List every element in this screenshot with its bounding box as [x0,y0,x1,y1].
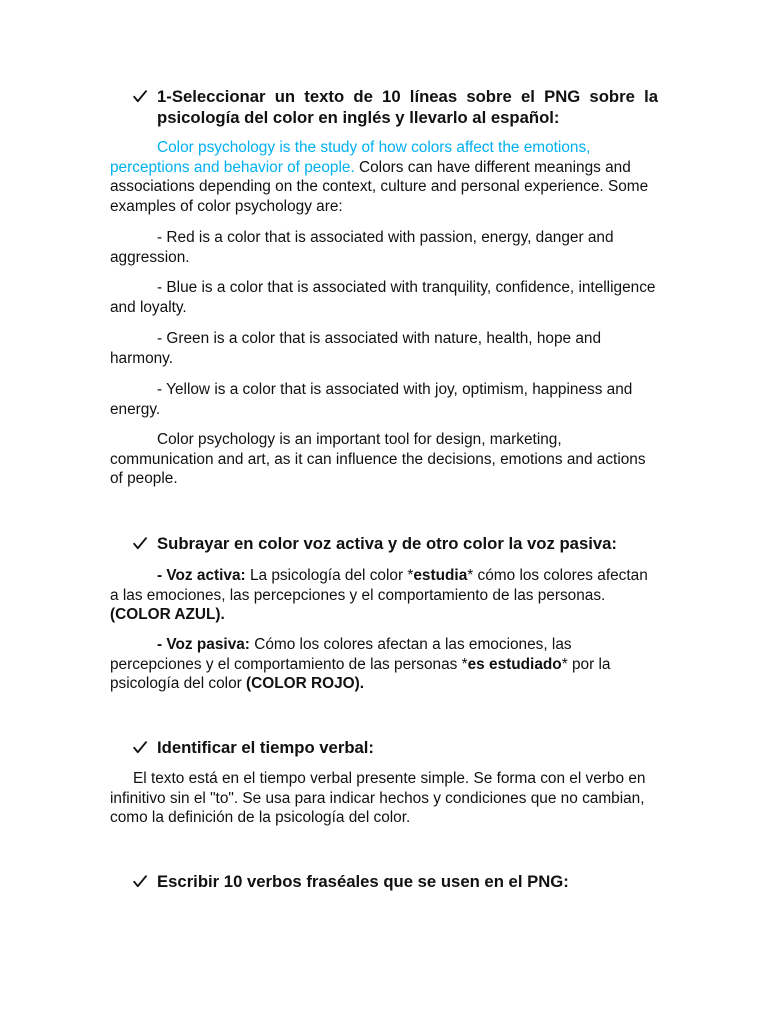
example-blue: - Blue is a color that is associated with tranquility, confidence, intelligence and loyalty. [110,279,656,316]
voice-label: - Voz activa: [157,567,246,584]
verb-highlight: estudia [413,567,468,584]
task-heading [157,871,658,892]
check-icon [133,741,147,754]
intro-text: Colors can have different meanings and associations depending on the context, culture and personal experience. Some examples of color psychology are: [110,158,649,215]
task-heading-text: Identificar el tiempo verbal: [157,738,374,757]
task-heading-text: Subrayar en color voz activa y de otro color la voz pasiva: [157,534,617,553]
sentence-text: * por la psicología del color [110,655,611,693]
task-heading [157,86,658,128]
color-note: (COLOR AZUL). [110,606,225,624]
task-heading-text: Escribir 10 verbos fraséales que se usen en el PNG: [157,872,569,891]
check-icon [133,537,147,550]
verb-highlight: es estudiado [467,655,562,673]
conclusion-paragraph: Color psychology is an important tool for design, marketing, communication and art, as it can influence the decisions, emotions and actions of people. [110,431,646,488]
task-heading [157,533,658,554]
verb-tense-paragraph: El texto está en el tiempo verbal presente simple. Se forma con el verbo en infinitivo sin el "to". Se usa para indicar hechos y condiciones que no cambian, como la definición de la psicología del color. [110,770,646,827]
example-green: - Green is a color that is associated with nature, health, hope and harmony. [110,330,602,367]
check-icon [133,90,147,103]
example-yellow: - Yellow is a color that is associated with joy, optimism, happiness and energy. [110,381,633,418]
sentence-text: * cómo los colores afectan a las emociones, las percepciones y el comportamiento de las personas. [110,567,648,604]
task-heading-text: 1-Seleccionar un texto de 10 líneas sobre el PNG sobre la psicología del color en inglés y llevarlo al español: [157,87,658,127]
voice-label: - Voz pasiva: [157,636,250,653]
passive-voice-paragraph [110,635,658,694]
example-red: - Red is a color that is associated with passion, energy, danger and aggression. [110,229,614,266]
intro-paragraph [110,138,658,216]
active-voice-paragraph [110,566,658,625]
sentence-text: La psicología del color * [245,567,414,584]
sentence-text: Cómo los colores afectan a las emociones, las percepciones y el comportamiento de las personas * [110,636,572,673]
color-note: (COLOR ROJO). [246,675,365,693]
highlighted-definition: Color psychology is the study of how colors affect the emotions, perceptions and behavior of people. [110,139,591,176]
check-icon [133,875,147,888]
task-heading [157,737,658,758]
